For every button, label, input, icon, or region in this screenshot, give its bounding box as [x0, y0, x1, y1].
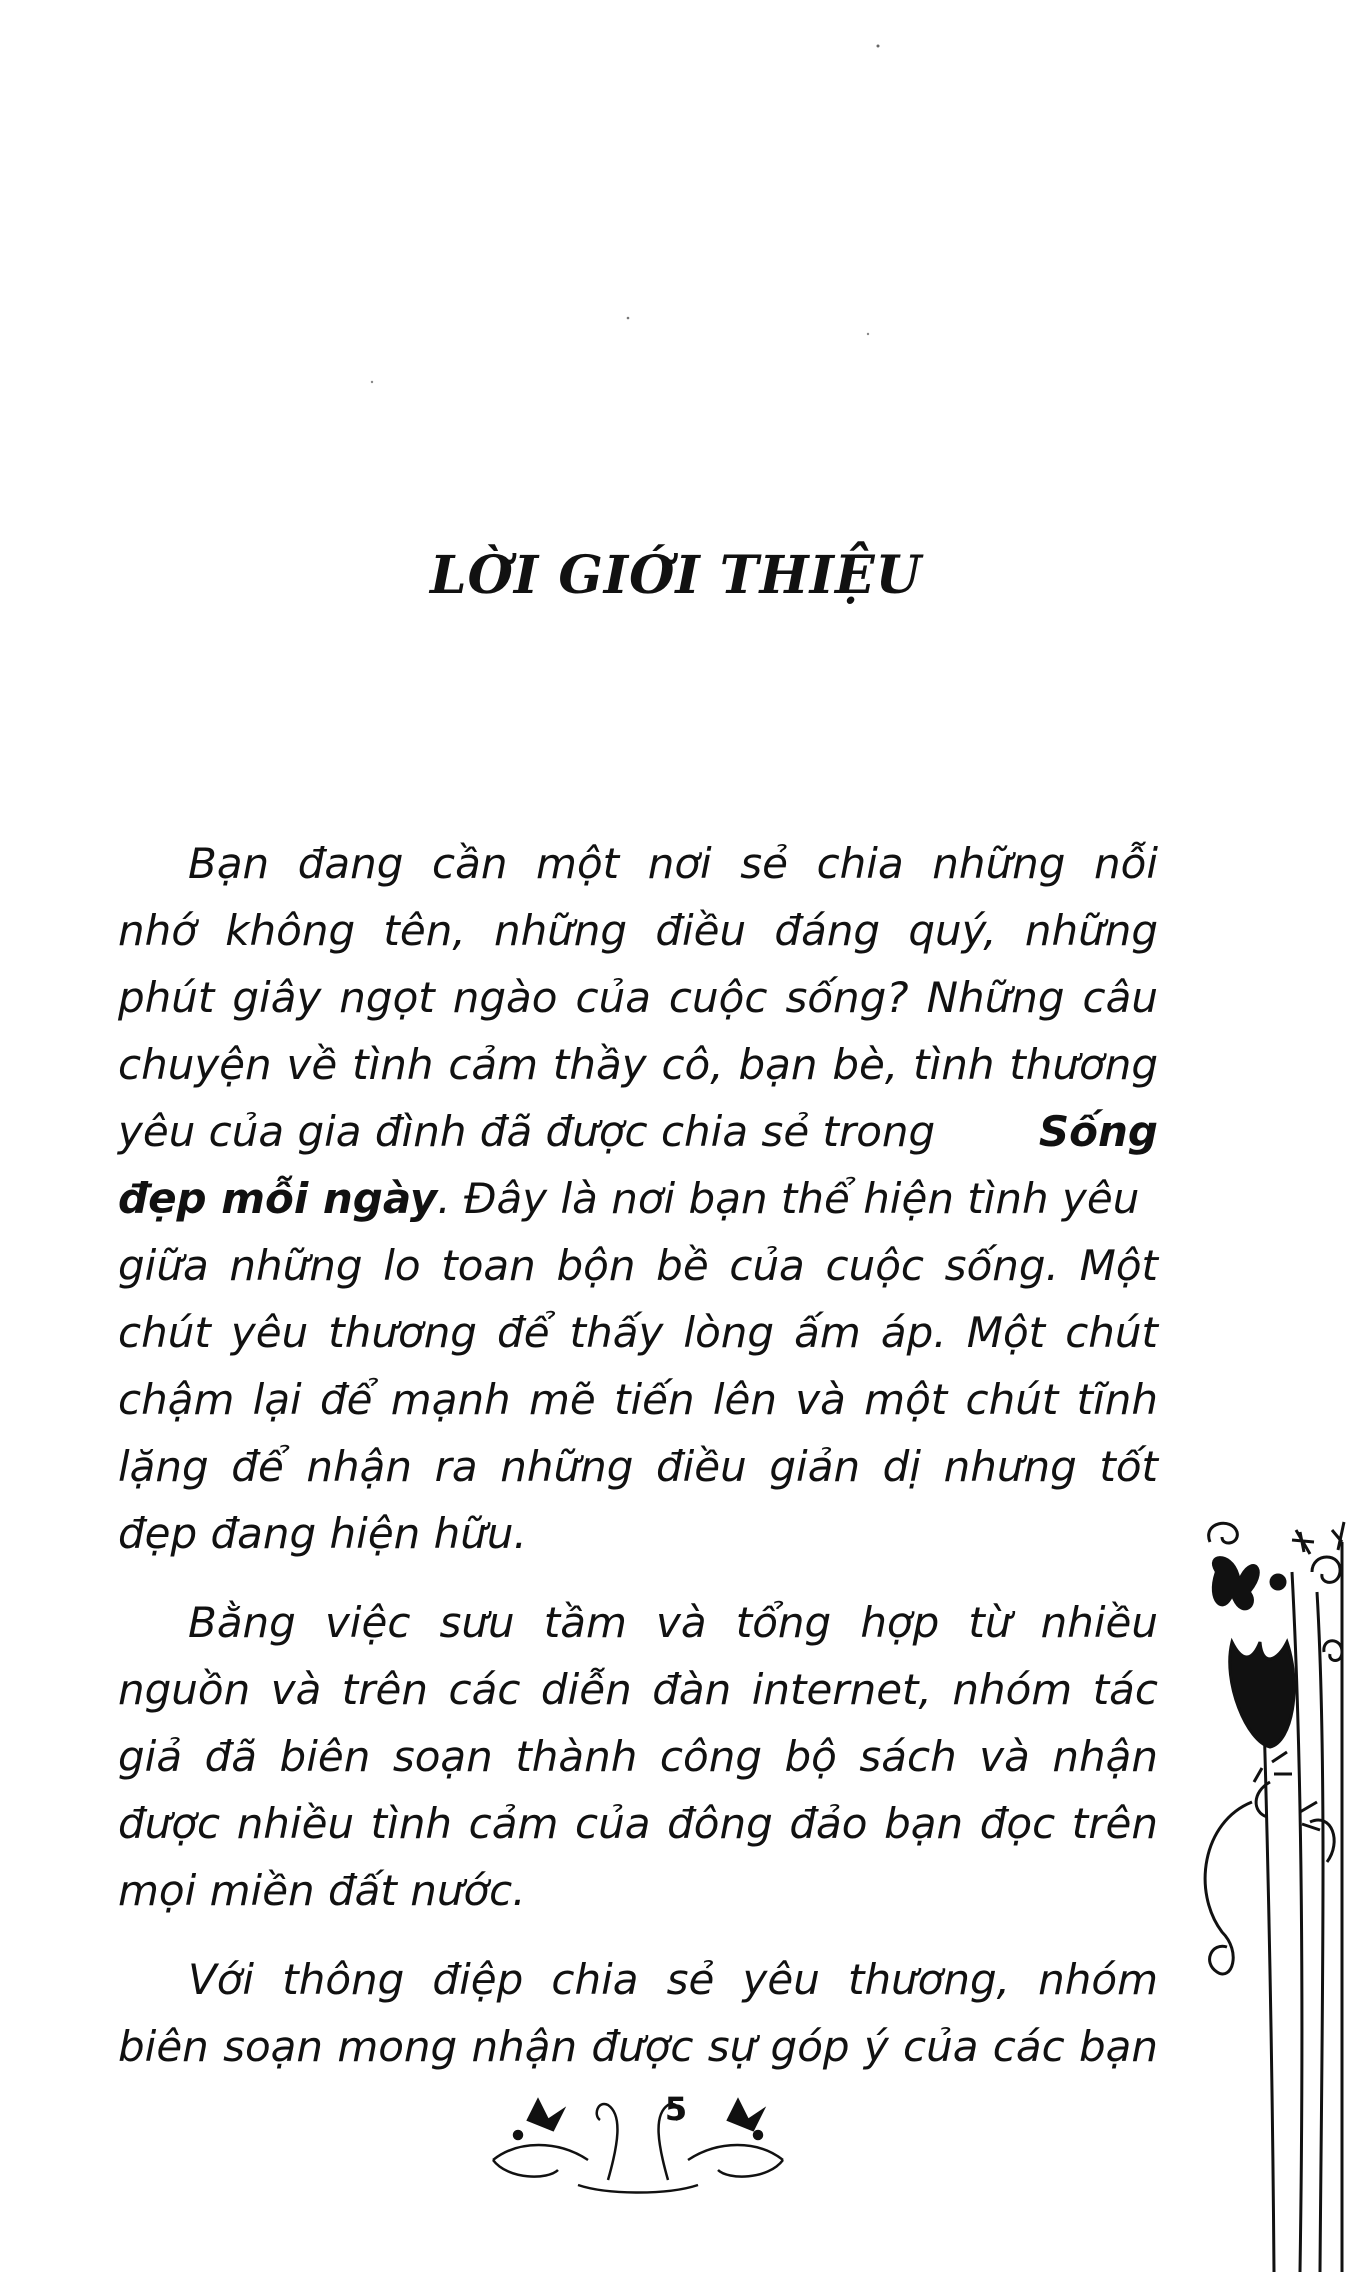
- text-line: Bằng việc sưu tầm và tổng hợp từ nhiều: [188, 1598, 1158, 1647]
- text-line: nguồn và trên các diễn đàn internet, nhóm tác: [118, 1665, 1158, 1714]
- book-title-part: đẹp mỗi ngày: [118, 1174, 438, 1223]
- text-line: chuyện về tình cảm thầy cô, bạn bè, tình thương: [118, 1040, 1158, 1089]
- text-line: biên soạn mong nhận được sự góp ý của các bạn: [118, 2022, 1158, 2071]
- page-number: 5: [664, 2090, 688, 2128]
- book-title-part: Sống: [1038, 1107, 1158, 1156]
- body-text: [118, 830, 1158, 2080]
- text-line: được nhiều tình cảm của đông đảo bạn đọc trên: [118, 1799, 1158, 1848]
- text-line: mọi miền đất nước.: [118, 1866, 526, 1915]
- text-line-mixed: [118, 1098, 1158, 1165]
- text-line: chậm lại để mạnh mẽ tiến lên và một chút tĩnh: [118, 1375, 1158, 1424]
- text-line: giữa những lo toan bộn bề của cuộc sống. Một: [118, 1241, 1158, 1290]
- text-line-mixed: [118, 1165, 1158, 1232]
- page-specks: [0, 0, 1352, 500]
- text-segment: yêu của gia đình đã được chia sẻ trong: [118, 1107, 936, 1156]
- flower-ornament: [1192, 1512, 1352, 2272]
- text-line: chút yêu thương để thấy lòng ấm áp. Một chút: [118, 1308, 1158, 1357]
- text-line: đẹp đang hiện hữu.: [118, 1509, 527, 1558]
- text-line: Với thông điệp chia sẻ yêu thương, nhóm: [188, 1955, 1158, 2004]
- page-title: LỜI GIỚI THIỆU: [430, 545, 922, 606]
- text-line: giả đã biên soạn thành công bộ sách và nhận: [118, 1732, 1158, 1781]
- text-segment-group: [118, 1165, 1139, 1232]
- text-line: Bạn đang cần một nơi sẻ chia những nỗi: [188, 839, 1158, 888]
- text-line: lặng để nhận ra những điều giản dị nhưng tốt: [118, 1442, 1158, 1491]
- text-segment: . Đây là nơi bạn thể hiện tình yêu: [437, 1174, 1140, 1223]
- text-line: phút giây ngọt ngào của cuộc sống? Những câu: [118, 973, 1158, 1022]
- text-line: nhớ không tên, những điều đáng quý, những: [118, 906, 1158, 955]
